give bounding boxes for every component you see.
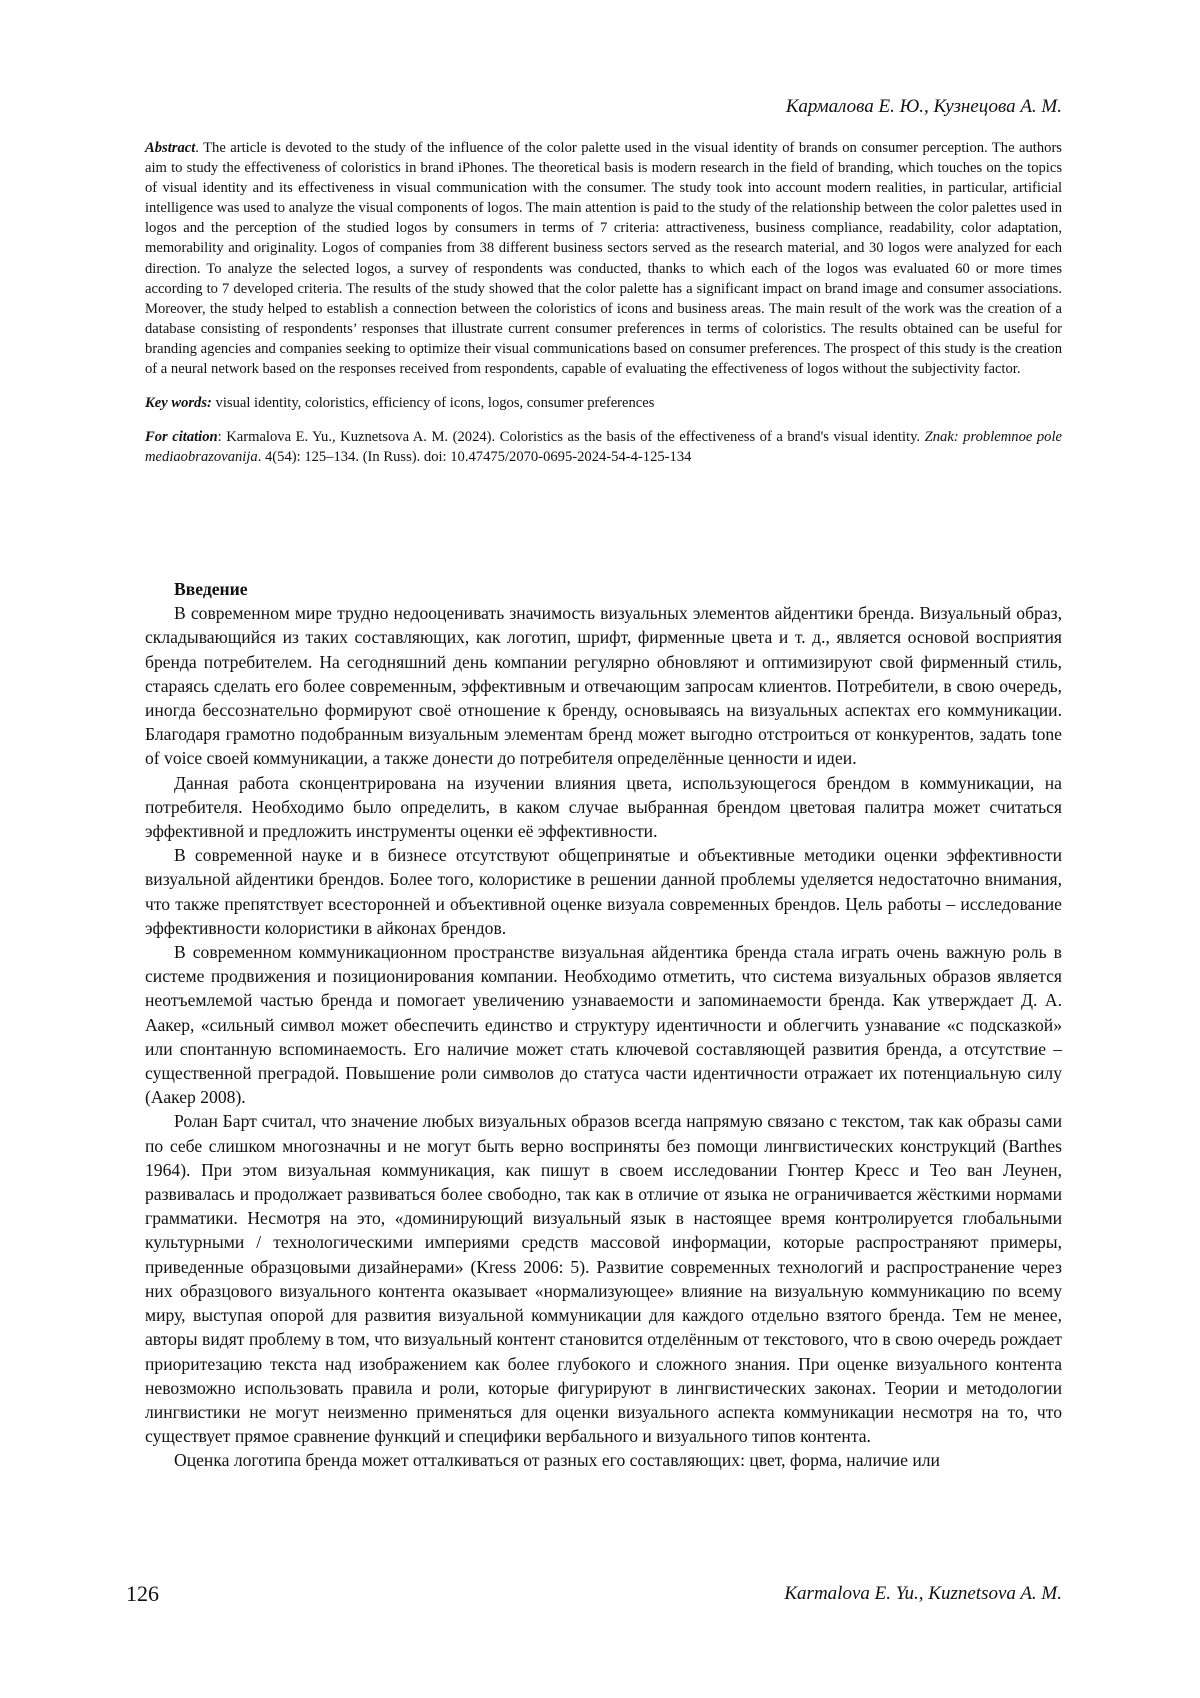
citation-label: For citation (145, 429, 218, 446)
body-paragraph: В современном мире трудно недооценивать значимость визуальных элементов айдентики бренда. Визуальный образ, складывающийся из таких составляющих, как логотип, шрифт, фирменные цвета и т. д., является основой восприятия бренда потребителем. На сегодняшний день компании регулярно обновляют и оптимизируют свой фирменный стиль, стараясь сделать его более современным, эффективным и отвечающим запросам клиентов. Потребители, в свою очередь, иногда бессознательно формируют своё отношение к бренду, основываясь на визуальных аспектах его коммуникации. Благодаря грамотно подобранным визуальным элементам бренд может выгодно отстроиться от конкурентов, задать tone of voice своей коммуникации, а также донести до потребителя определённые ценности и идеи. (145, 603, 1062, 769)
body-paragraph: Оценка логотипа бренда может отталкиваться от разных его составляющих: цвет, форма, наличие или (174, 1450, 940, 1471)
abstract-paragraph (145, 138, 1062, 379)
keywords-paragraph (145, 393, 1062, 413)
abstract-label: Abstract (145, 140, 196, 156)
body-paragraph: В современной науке и в бизнесе отсутствуют общепринятые и объективные методики оценки эффективности визуальной айдентики брендов. Более того, колористике в решении данной проблемы уделяется недостаточно внимания, что также препятствует всесторонней и объективной оценке визуала современных брендов. Цель работы – исследование эффективности колористики в айконах брендов. (145, 845, 1062, 938)
citation-journal: Znak: problemnoe pole mediaobrazovanija (145, 429, 1062, 466)
body-paragraph: Ролан Барт считал, что значение любых визуальных образов всегда напрямую связано с текстом, так как образы сами по себе слишком многозначны и не могут быть верно восприняты без помощи лингвистических конструкций (Barthes 1964). При этом визуальная коммуникация, как пишут в своем исследовании Гюнтер Кресс и Тео ван Леунен, развивалась и продолжает развиваться более свободно, так как в отличие от языка не ограничивается жёсткими нормами грамматики. Несмотря на это, «доминирующий визуальный язык в настоящее время контролируется глобальными культурными / технологическими империями средств массовой информации, которые распространяют примеры, приведенные образцовыми дизайнерами» (Kress 2006: 5). Развитие современных технологий и распространение через них образцового визуального контента оказывает «нормализующее» влияние на визуальную коммуникацию по всему миру, выступая опорой для развития визуальной коммуникации для каждого отдельно взятого бренда. Тем не менее, авторы видят проблему в том, что визуальный контент становится отделённым от текстового, что в свою очередь рождает приоритезацию текста над изображением как более глубокого и сложного знания. При оценке визуального контента невозможно использовать правила и роли, которые фигурируют в лингвистических законах. Теории и методологии лингвистики не могут неизменно применяться для оценки визуального аспекта коммуникации несмотря на то, что существует прямое сравнение функций и специфики вербального и визуального типов контента. (145, 1111, 1062, 1447)
citation-text-before: : Karmalova E. Yu., Kuznetsova A. M. (2024). Coloristics as the basis of the effectiveness of a brand's visual identity. (217, 429, 925, 446)
footer-authors: Karmalova E. Yu., Kuznetsova A. M. (784, 1583, 1062, 1604)
keywords-label: Key words: (145, 395, 212, 412)
citation-paragraph (145, 427, 1062, 467)
running-head-authors: Кармалова Е. Ю., Кузнецова А. М. (785, 96, 1062, 117)
body-text (145, 577, 1062, 1473)
body-paragraph: Данная работа сконцентрирована на изучении влияния цвета, использующегося брендом в коммуникации, на потребителя. Необходимо было определить, в каком случае выбранная брендом цветовая палитра может считаться эффективной и предложить инструменты оценки её эффективности. (145, 772, 1062, 842)
abstract-block (145, 138, 1062, 467)
keywords-text: visual identity, coloristics, efficiency of icons, logos, consumer preferences (211, 395, 655, 412)
body-paragraph: В современном коммуникационном пространстве визуальная айдентика бренда стала играть очень важную роль в системе продвижения и позиционирования компании. Необходимо отметить, что система визуальных образов является неотъемлемой частью бренда и помогает увеличению узнаваемости и запоминаемости бренда. Как утверждает Д. А. Аакер, «сильный символ может обеспечить единство и структуру идентичности и облегчить узнавание «с подсказкой» или спонтанную вспоминаемость. Его наличие может стать ключевой составляющей развития бренда, а отсутствие – существенной преградой. Повышение роли символов до статуса части идентичности отражает их потенциальную силу (Аакер 2008). (145, 942, 1062, 1108)
citation-text-after: . 4(54): 125–134. (In Russ). doi: 10.47475/2070-0695-2024-54-4-125-134 (257, 449, 692, 466)
page-number: 126 (126, 1581, 159, 1606)
abstract-text: . The article is devoted to the study of the influence of the color palette used in the visual identity of brands on consumer perception. The authors aim to study the effectiveness of coloristics in brand iPhones. The theoretical basis is modern research in the field of branding, which touches on the topics of visual identity and its effectiveness in visual communication with the consumer. The study took into account modern realities, in particular, artificial intelligence was used to analyze the visual components of logos. The main attention is paid to the study of the relationship between the color palettes used in logos and the perception of the studied logos by consumers in terms of 7 criteria: attractiveness, business compliance, readability, color adaptation, memorability and originality. Logos of companies from 38 different business sectors served as the research material, and 30 logos were analyzed for each direction. To analyze the selected logos, a survey of respondents was conducted, thanks to which each of the logos was evaluated 60 or more times according to 7 developed criteria. The results of the study showed that the color palette has a significant impact on brand image and consumer associations. Moreover, the study helped to establish a connection between the coloristics of icons and business areas. The main result of the work was the creation of a database consisting of respondents’ responses that illustrate current consumer preferences in terms of coloristics. The results obtained can be useful for branding agencies and companies seeking to optimize their visual communications based on consumer preferences. The prospect of this study is the creation of a neural network based on the responses received from respondents, capable of evaluating the effectiveness of logos without the subjectivity factor. (145, 140, 1062, 378)
section-heading: Введение (174, 579, 248, 599)
